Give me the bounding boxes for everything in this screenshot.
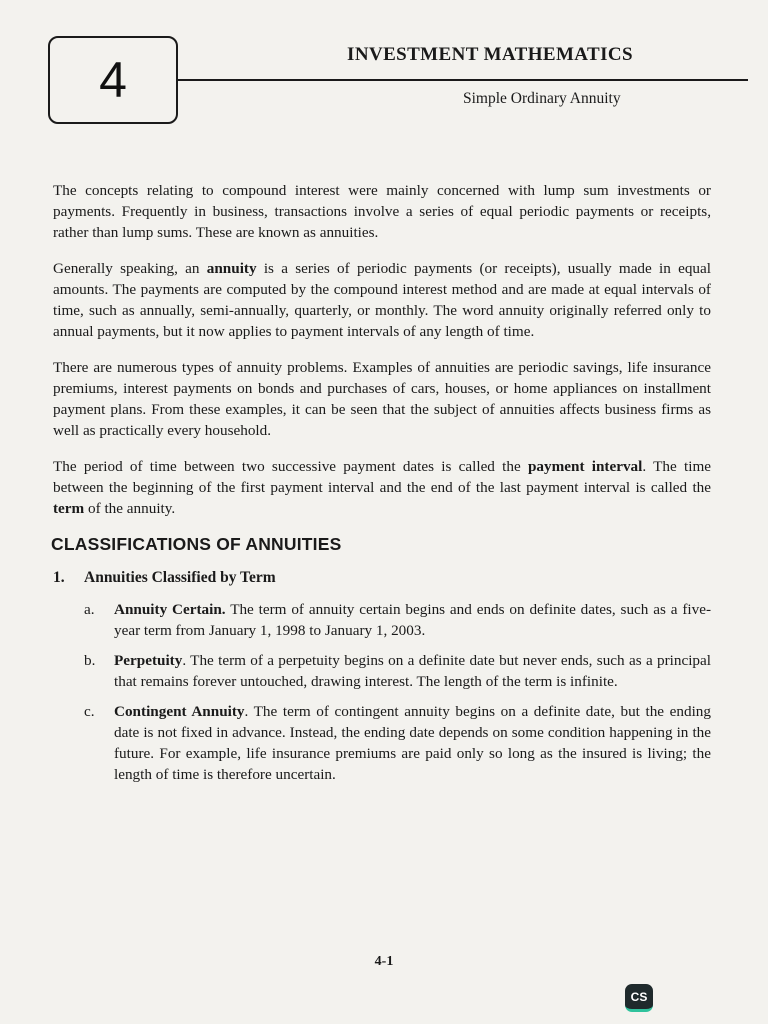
list-item-body	[114, 650, 711, 692]
paragraph-payment-interval	[53, 456, 711, 519]
list-item-text: . The term of a perpetuity begins on a definite date but never ends, such as a principal that remains forever untouched, drawing interest. The length of the term is infinite.	[114, 652, 711, 690]
list-item-letter: c.	[84, 703, 95, 720]
camscanner-badge-icon: CS	[625, 984, 653, 1012]
term-payment-interval: payment interval	[527, 458, 643, 475]
text-run: . The time between the beginning of the first payment interval and the end of the last payment interval is called the	[53, 458, 711, 496]
paragraph-examples: There are numerous types of annuity problems. Examples of annuities are periodic savings, life insurance premiums, interest payments on bonds and purchases of cars, houses, or home appliances on installment payment plans. From these examples, it can be seen that the subject of annuities affects business firms as well as practically every household.	[53, 359, 711, 439]
term-term: term	[53, 500, 85, 517]
list-item-text: . The term of contingent annuity begins on a definite date, but the ending date is not fixed in advance. Instead, the ending date depends on some condition happening in the future. For example, life insurance premiums are paid only so long as the insured is living; the length of time is therefore uncertain.	[114, 703, 711, 783]
title-divider	[178, 79, 748, 81]
list-item-perpetuity	[84, 650, 711, 692]
chapter-number: 4	[99, 52, 127, 108]
subsection-number: 1.	[53, 569, 65, 586]
list-item-body	[114, 599, 711, 641]
list-item-text: The term of annuity certain begins and ends on definite dates, such as a five-year term from January 1, 1998 to January 1, 2003.	[114, 601, 711, 639]
list-item-term: Annuity Certain.	[114, 601, 226, 618]
text-run: The period of time between two successive payment dates is called the	[53, 458, 528, 475]
subsection-heading	[53, 569, 711, 587]
text-run: is a series of periodic payments (or receipts), usually made in equal amounts. The payments are computed by the compound interest method and are made at equal intervals of time, such as annually, semi-annually, quarterly, or monthly. The word annuity originally referred only to annual payments, but it now applies to payment intervals of any length of time.	[53, 260, 711, 340]
page-body	[53, 180, 711, 794]
list-item-contingent-annuity	[84, 701, 711, 785]
page-number: 4-1	[374, 954, 394, 969]
text-run: of the annuity.	[84, 500, 176, 517]
list-item-annuity-certain	[84, 599, 711, 641]
paragraph-intro: The concepts relating to compound interest were mainly concerned with lump sum investments or payments. Frequently in business, transactions involve a series of equal periodic payments or receipts, rather than lump sums. These are known as annuities.	[53, 182, 711, 241]
list-item-term: Contingent Annuity	[114, 703, 245, 720]
section-heading: CLASSIFICATIONS OF ANNUITIES	[51, 534, 342, 554]
list-item-body	[114, 701, 711, 785]
chapter-subtitle: Simple Ordinary Annuity	[463, 90, 621, 107]
chapter-title: INVESTMENT MATHEMATICS	[347, 44, 633, 65]
text-run: Generally speaking, an	[53, 260, 207, 277]
chapter-number-box	[48, 36, 178, 124]
term-annuity: annuity	[206, 260, 257, 277]
list-item-letter: b.	[84, 652, 96, 669]
list-item-letter: a.	[84, 601, 95, 618]
list-item-term: Perpetuity	[114, 652, 183, 669]
subsection-title: Annuities Classified by Term	[84, 569, 276, 586]
paragraph-annuity-definition	[53, 258, 711, 342]
